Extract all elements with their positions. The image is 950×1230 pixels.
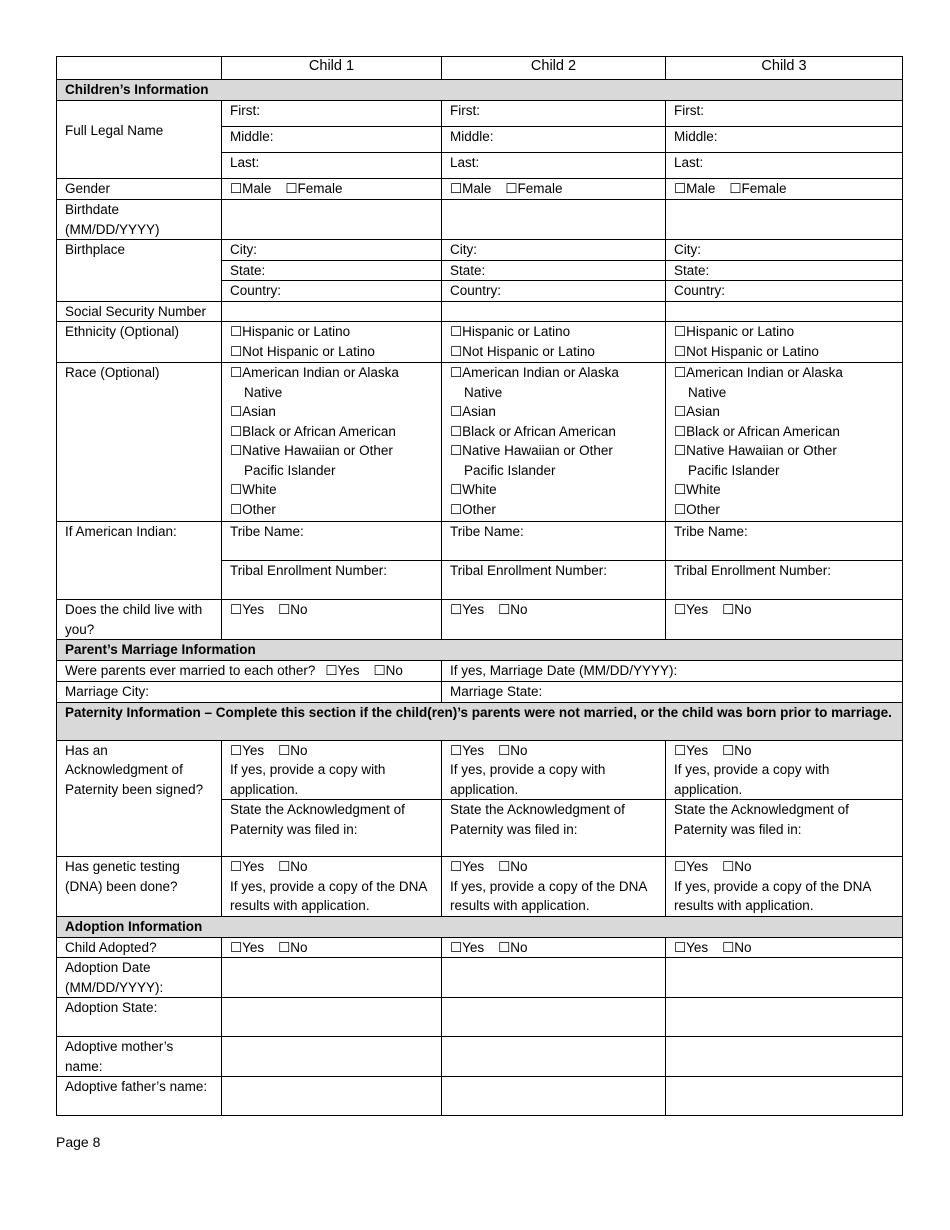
adoption-date-label: Adoption Date (MM/DD/YYYY): [57,958,222,998]
header-child-2: Child 2 [442,57,666,80]
child-adopted-label: Child Adopted? [57,937,222,958]
full-name-first-row [57,101,903,127]
birthplace-label: Birthplace [57,240,222,302]
gender-label: Gender [57,179,222,200]
birthdate-row [57,200,903,240]
adoption-state-label: Adoption State: [57,998,222,1037]
child3-tribal-enrollment[interactable]: Tribal Enrollment Number: [666,561,903,600]
child2-lives-with-yes-checkbox[interactable]: ☐Yes [450,602,485,617]
child1-ack-yes-checkbox[interactable]: ☐Yes [230,742,265,758]
lives-with-label: Does the child live with you? [57,600,222,640]
marriage-date-field[interactable]: If yes, Marriage Date (MM/DD/YYYY): [442,661,903,682]
child3-birth-state[interactable]: State: [666,260,903,281]
child3-female-checkbox[interactable]: ☐Female [729,181,787,196]
child1-dna-yes-checkbox[interactable]: ☐Yes [230,859,265,874]
child2-ack-state[interactable]: State the Acknowledgment of Paternity was filed in: [442,800,666,857]
ever-married-cell [57,661,442,682]
child1-birth-country[interactable]: Country: [222,281,442,302]
race-row [57,363,903,522]
child2-race-asian-checkbox[interactable]: ☐Asian [450,404,496,419]
child2-race-other-checkbox[interactable]: ☐Other [450,501,496,517]
page-number: Page 8 [56,1134,101,1150]
section-children-information [57,80,903,101]
american-indian-label: If American Indian: [57,522,222,600]
child3-race-white-checkbox[interactable]: ☐White [674,482,721,497]
child3-birth-city[interactable]: City: [666,240,903,261]
marriage-state-field[interactable]: Marriage State: [442,682,903,703]
child1-race [222,363,442,522]
child3-adoptive-father[interactable] [666,1077,903,1116]
child1-ack-paternity [222,740,442,800]
child3-dna-no-checkbox[interactable]: ☐No [722,859,752,874]
child1-dna-no-checkbox[interactable]: ☐No [278,859,308,874]
child3-race-black-checkbox[interactable]: ☐Black or African American [674,423,840,439]
child2-race-hawaiian-cont: Pacific Islander [464,462,556,478]
child1-adopted [222,937,442,958]
child3-adoptive-mother[interactable] [666,1037,903,1077]
child3-genetic [666,857,903,917]
child1-adopted-no-checkbox[interactable]: ☐No [278,939,308,955]
child1-ack-no-checkbox[interactable]: ☐No [278,742,308,758]
child2-first-name[interactable]: First: [442,101,666,127]
child2-adoptive-father[interactable] [442,1077,666,1116]
header-blank [57,57,222,80]
child1-male-checkbox[interactable]: ☐Male [230,181,272,196]
child2-last-name[interactable]: Last: [442,153,666,179]
child3-lives-with-no-checkbox[interactable]: ☐No [722,602,752,617]
ethnicity-label: Ethnicity (Optional) [57,322,222,363]
child2-ack-note: If yes, provide a copy with application. [450,762,606,797]
child1-race-hawaiian-cont: Pacific Islander [244,462,336,478]
child1-tribe-name[interactable]: Tribe Name: [222,522,442,561]
ethnicity-row [57,322,903,363]
header-child-3: Child 3 [666,57,903,80]
child2-hispanic-checkbox[interactable]: ☐Hispanic or Latino [450,324,571,339]
child1-race-american-indian-checkbox[interactable]: ☐American Indian or Alaska [230,365,399,380]
child2-lives-with [442,600,666,640]
child2-birth-state[interactable]: State: [442,260,666,281]
child1-race-asian-checkbox[interactable]: ☐Asian [230,404,276,419]
child1-lives-with-yes-checkbox[interactable]: ☐Yes [230,602,265,617]
child2-gender [442,179,666,200]
child2-race-american-indian-cont: Native [464,384,503,400]
child1-ethnicity [222,322,442,363]
child2-race-american-indian-checkbox[interactable]: ☐American Indian or Alaska [450,365,619,380]
child1-adopted-yes-checkbox[interactable]: ☐Yes [230,939,265,955]
child2-dna-note: If yes, provide a copy of the DNA results with application. [450,878,647,913]
section-marriage-information [57,640,903,661]
genetic-testing-label: Has genetic testing (DNA) been done? [57,857,222,917]
child2-race-hawaiian-checkbox[interactable]: ☐Native Hawaiian or Other [450,443,613,458]
child2-race [442,363,666,522]
child3-adoption-date[interactable] [666,958,903,998]
child3-middle-name[interactable]: Middle: [666,127,903,153]
child1-race-american-indian-cont: Native [244,384,283,400]
lives-with-row [57,600,903,640]
child2-dna-no-checkbox[interactable]: ☐No [498,859,528,874]
child2-female-checkbox[interactable]: ☐Female [505,181,563,196]
child1-gender [222,179,442,200]
child2-tribal-enrollment[interactable]: Tribal Enrollment Number: [442,561,666,600]
child1-adoptive-mother[interactable] [222,1037,442,1077]
section-title-paternity: Paternity Information – Complete this section if the child(ren)’s parents were not married, or the child was born prior to marriage. [57,702,903,740]
child3-ack-paternity [666,740,903,800]
child3-adopted-no-checkbox[interactable]: ☐No [722,939,752,955]
ever-married-yes-checkbox[interactable]: ☐Yes [325,663,360,678]
child3-male-checkbox[interactable]: ☐Male [674,181,716,196]
ever-married-row [57,661,903,682]
child1-lives-with [222,600,442,640]
child3-dna-yes-checkbox[interactable]: ☐Yes [674,859,709,874]
child3-dna-note: If yes, provide a copy of the DNA results with application. [674,878,871,913]
section-title-children: Children’s Information [57,80,903,101]
ssn-label: Social Security Number [57,301,222,322]
child1-race-black-checkbox[interactable]: ☐Black or African American [230,423,396,439]
child2-race-white-checkbox[interactable]: ☐White [450,482,497,497]
child2-ethnicity [442,322,666,363]
child1-lives-with-no-checkbox[interactable]: ☐No [278,602,308,617]
child1-adoptive-father[interactable] [222,1077,442,1116]
section-title-marriage: Parent’s Marriage Information [57,640,903,661]
ever-married-question: Were parents ever married to each other? [65,663,316,678]
child2-middle-name[interactable]: Middle: [442,127,666,153]
marriage-city-field[interactable]: Marriage City: [57,682,442,703]
child2-ack-paternity [442,740,666,800]
child3-adoption-state[interactable] [666,998,903,1037]
child3-hispanic-checkbox[interactable]: ☐Hispanic or Latino [674,324,795,339]
child3-gender [666,179,903,200]
child1-ssn[interactable] [222,301,442,322]
column-header-row [57,57,903,80]
child1-dna-note: If yes, provide a copy of the DNA results with application. [230,878,427,913]
adoptive-mother-label: Adoptive mother’s name: [57,1037,222,1077]
child3-ack-yes-checkbox[interactable]: ☐Yes [674,742,709,758]
children-information-form [56,56,903,1116]
birthplace-city-row [57,240,903,261]
ack-paternity-row [57,740,903,800]
child1-race-hawaiian-checkbox[interactable]: ☐Native Hawaiian or Other [230,443,393,458]
gender-row [57,179,903,200]
tribe-name-row [57,522,903,561]
child3-adopted-yes-checkbox[interactable]: ☐Yes [674,939,709,955]
child3-ack-no-checkbox[interactable]: ☐No [722,742,752,758]
child2-adopted-no-checkbox[interactable]: ☐No [498,939,528,955]
child1-adoption-date[interactable] [222,958,442,998]
child3-first-name[interactable]: First: [666,101,903,127]
section-title-adoption: Adoption Information [57,916,903,937]
child3-tribe-name[interactable]: Tribe Name: [666,522,903,561]
section-adoption-information [57,916,903,937]
child3-ssn[interactable] [666,301,903,322]
child2-race-black-checkbox[interactable]: ☐Black or African American [450,423,616,439]
child1-birth-city[interactable]: City: [222,240,442,261]
child3-race-american-indian-checkbox[interactable]: ☐American Indian or Alaska [674,365,843,380]
ack-paternity-label: Has an Acknowledgment of Paternity been signed? [57,740,222,857]
child-adopted-row [57,937,903,958]
child3-race-asian-checkbox[interactable]: ☐Asian [674,404,720,419]
child2-tribe-name[interactable]: Tribe Name: [442,522,666,561]
child1-ack-note: If yes, provide a copy with application. [230,762,386,797]
child1-last-name[interactable]: Last: [222,153,442,179]
child3-adopted [666,937,903,958]
child3-ack-note: If yes, provide a copy with application. [674,762,830,797]
child3-ack-state[interactable]: State the Acknowledgment of Paternity was filed in: [666,800,903,857]
child2-adopted [442,937,666,958]
child3-race-hawaiian-checkbox[interactable]: ☐Native Hawaiian or Other [674,443,837,458]
child2-ack-no-checkbox[interactable]: ☐No [498,742,528,758]
child2-adoptive-mother[interactable] [442,1037,666,1077]
child1-race-other-checkbox[interactable]: ☐Other [230,501,276,517]
ssn-row [57,301,903,322]
child3-race [666,363,903,522]
child3-race-hawaiian-cont: Pacific Islander [688,462,780,478]
child2-birthdate[interactable] [442,200,666,240]
ever-married-no-checkbox[interactable]: ☐No [373,663,403,678]
race-label: Race (Optional) [57,363,222,522]
child2-ack-yes-checkbox[interactable]: ☐Yes [450,742,485,758]
child1-not-hispanic-checkbox[interactable]: ☐Not Hispanic or Latino [230,343,375,359]
child2-adoption-date[interactable] [442,958,666,998]
child2-not-hispanic-checkbox[interactable]: ☐Not Hispanic or Latino [450,343,595,359]
child3-birthdate[interactable] [666,200,903,240]
full-legal-name-label: Full Legal Name [57,101,222,179]
child2-dna-yes-checkbox[interactable]: ☐Yes [450,859,485,874]
child1-genetic [222,857,442,917]
child2-ssn[interactable] [442,301,666,322]
child1-ack-state[interactable]: State the Acknowledgment of Paternity was filed in: [222,800,442,857]
child2-birth-city[interactable]: City: [442,240,666,261]
adoptive-father-row [57,1077,903,1116]
adoptive-father-label: Adoptive father’s name: [57,1077,222,1116]
child1-hispanic-checkbox[interactable]: ☐Hispanic or Latino [230,324,351,339]
child1-adoption-state[interactable] [222,998,442,1037]
child3-birth-country[interactable]: Country: [666,281,903,302]
child2-adoption-state[interactable] [442,998,666,1037]
child1-middle-name[interactable]: Middle: [222,127,442,153]
child3-not-hispanic-checkbox[interactable]: ☐Not Hispanic or Latino [674,343,819,359]
marriage-location-row [57,682,903,703]
birthdate-label: Birthdate (MM/DD/YYYY) [57,200,222,240]
adoptive-mother-row [57,1037,903,1077]
child1-tribal-enrollment[interactable]: Tribal Enrollment Number: [222,561,442,600]
child3-lives-with-yes-checkbox[interactable]: ☐Yes [674,602,709,617]
child1-female-checkbox[interactable]: ☐Female [285,181,343,196]
adoption-date-row [57,958,903,998]
adoption-state-row [57,998,903,1037]
child3-race-american-indian-cont: Native [688,384,727,400]
section-paternity-information [57,702,903,740]
child3-lives-with [666,600,903,640]
child1-race-white-checkbox[interactable]: ☐White [230,482,277,497]
child2-birth-country[interactable]: Country: [442,281,666,302]
child3-ethnicity [666,322,903,363]
child2-lives-with-no-checkbox[interactable]: ☐No [498,602,528,617]
child2-male-checkbox[interactable]: ☐Male [450,181,492,196]
header-child-1: Child 1 [222,57,442,80]
child1-birthdate[interactable] [222,200,442,240]
child1-birth-state[interactable]: State: [222,260,442,281]
child1-first-name[interactable]: First: [222,101,442,127]
child2-adopted-yes-checkbox[interactable]: ☐Yes [450,939,485,955]
child2-genetic [442,857,666,917]
child3-race-other-checkbox[interactable]: ☐Other [674,501,720,517]
genetic-testing-row [57,857,903,917]
child3-last-name[interactable]: Last: [666,153,903,179]
